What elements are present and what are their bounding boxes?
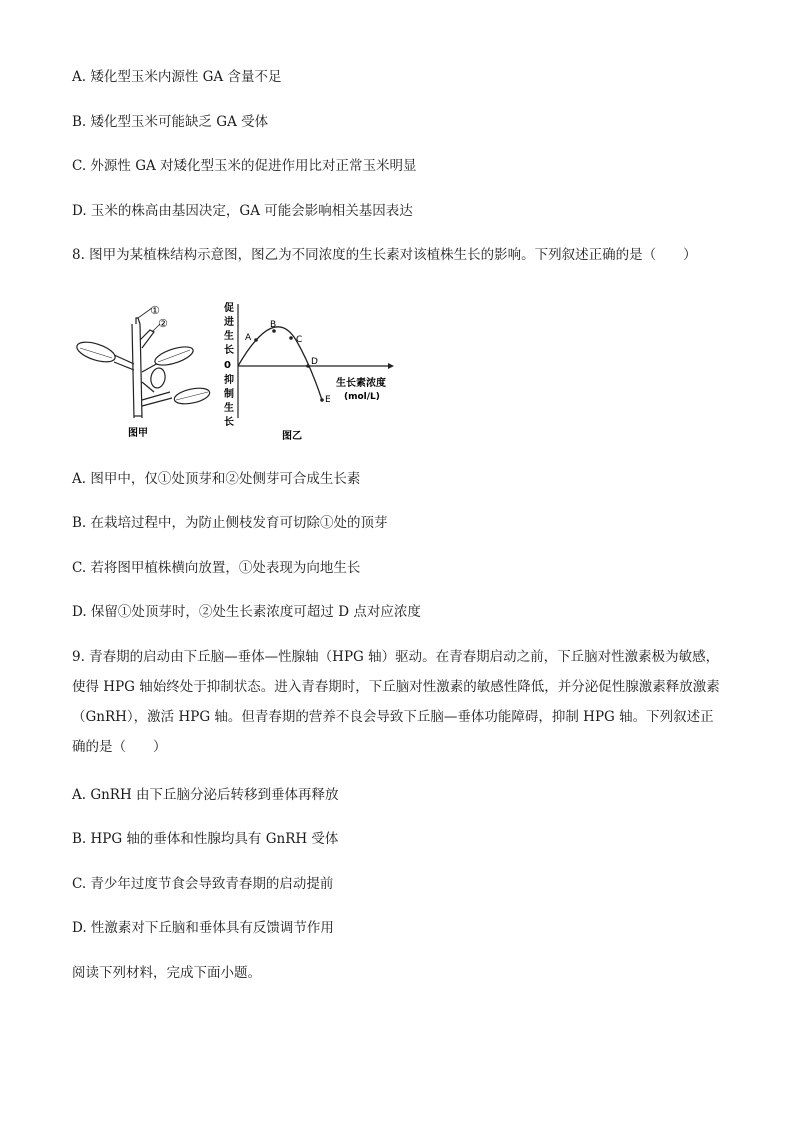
leaf-middle bbox=[149, 367, 166, 389]
fig-b-caption: 图乙 bbox=[282, 431, 302, 442]
svg-text:抑: 抑 bbox=[224, 375, 234, 386]
q9-option-d: D. 性激素对下丘脑和垂体具有反馈调节作用 bbox=[72, 920, 334, 936]
q9-option-c: C. 青少年过度节食会导致青春期的启动提前 bbox=[72, 876, 334, 892]
svg-text:生: 生 bbox=[224, 403, 234, 414]
fig-a-caption: 图甲 bbox=[128, 428, 148, 439]
leaf-left bbox=[75, 338, 118, 366]
point-label-d: D bbox=[311, 357, 318, 367]
bud-label-1: ① bbox=[150, 304, 160, 317]
point-a bbox=[254, 338, 258, 342]
y-axis-label bbox=[223, 301, 234, 428]
x-axis-arrow bbox=[388, 363, 394, 369]
svg-text:长: 长 bbox=[224, 345, 234, 356]
x-axis-unit: (mol/L) bbox=[344, 392, 380, 402]
q8-option-b: B. 在栽培过程中，为防止侧枝发育可切除①处的顶芽 bbox=[72, 515, 388, 531]
q7-option-a: A. 矮化型玉米内源性 GA 含量不足 bbox=[72, 69, 282, 85]
point-c bbox=[289, 336, 293, 340]
q9-option-a: A. GnRH 由下丘脑分泌后转移到垂体再释放 bbox=[72, 787, 339, 803]
q7-option-c: C. 外源性 GA 对矮化型玉米的促进作用比对正常玉米明显 bbox=[72, 158, 417, 174]
point-label-e: E bbox=[325, 395, 331, 405]
q8-option-d: D. 保留①处顶芽时，②处生长素浓度可超过 D 点对应浓度 bbox=[72, 604, 421, 620]
q8-stem: 8. 图甲为某植株结构示意图，图乙为不同浓度的生长素对该植株生长的影响。下列叙述正确的是（ ） bbox=[72, 247, 697, 263]
point-label-c: C bbox=[296, 335, 303, 345]
point-label-a: A bbox=[245, 333, 252, 343]
x-axis-label: 生长素浓度 bbox=[336, 378, 386, 389]
plant-diagram bbox=[112, 318, 172, 418]
svg-text:生: 生 bbox=[224, 331, 234, 342]
svg-text:长: 长 bbox=[224, 417, 234, 428]
svg-text:进: 进 bbox=[224, 317, 234, 328]
reading-intro: 阅读下列材料，完成下面小题。 bbox=[72, 965, 261, 981]
q8-option-c: C. 若将图甲植株横向放置，①处表现为向地生长 bbox=[72, 560, 361, 576]
svg-text:促: 促 bbox=[224, 303, 234, 314]
q9-option-b: B. HPG 轴的垂体和性腺均具有 GnRH 受体 bbox=[72, 831, 339, 847]
point-e bbox=[320, 398, 324, 402]
bud-label-2: ② bbox=[158, 317, 168, 330]
q8-option-a: A. 图甲中，仅①处顶芽和②处侧芽可合成生长素 bbox=[72, 471, 361, 487]
lateral-branch bbox=[140, 330, 154, 348]
svg-text:制: 制 bbox=[224, 389, 234, 400]
main-stem bbox=[132, 324, 134, 418]
q7-option-d: D. 玉米的株高由基因决定，GA 可能会影响相关基因表达 bbox=[72, 203, 413, 219]
point-d bbox=[306, 364, 310, 368]
point-label-b: B bbox=[270, 320, 277, 330]
q7-option-b: B. 矮化型玉米可能缺乏 GA 受体 bbox=[72, 114, 269, 130]
q8-figure-svg bbox=[70, 296, 410, 446]
q9-stem: 9. 青春期的启动由下丘脑—垂体—性腺轴（HPG 轴）驱动。在青春期启动之前，下丘脑对性激素极为敏感，使得 HPG 轴始终处于抑制状态。进入青春期时，下丘脑对性激素的敏感性降低，并分泌促性腺激素释放激素（GnRH），激活 HPG 轴。但青春期的营养不良会导致下丘脑—垂体功能障碍，抑制 HPG 轴。下列叙述正确的是（ ） bbox=[72, 649, 720, 755]
apical-bud bbox=[136, 318, 140, 324]
svg-text:0: 0 bbox=[224, 360, 231, 371]
q8-figure bbox=[70, 296, 410, 446]
